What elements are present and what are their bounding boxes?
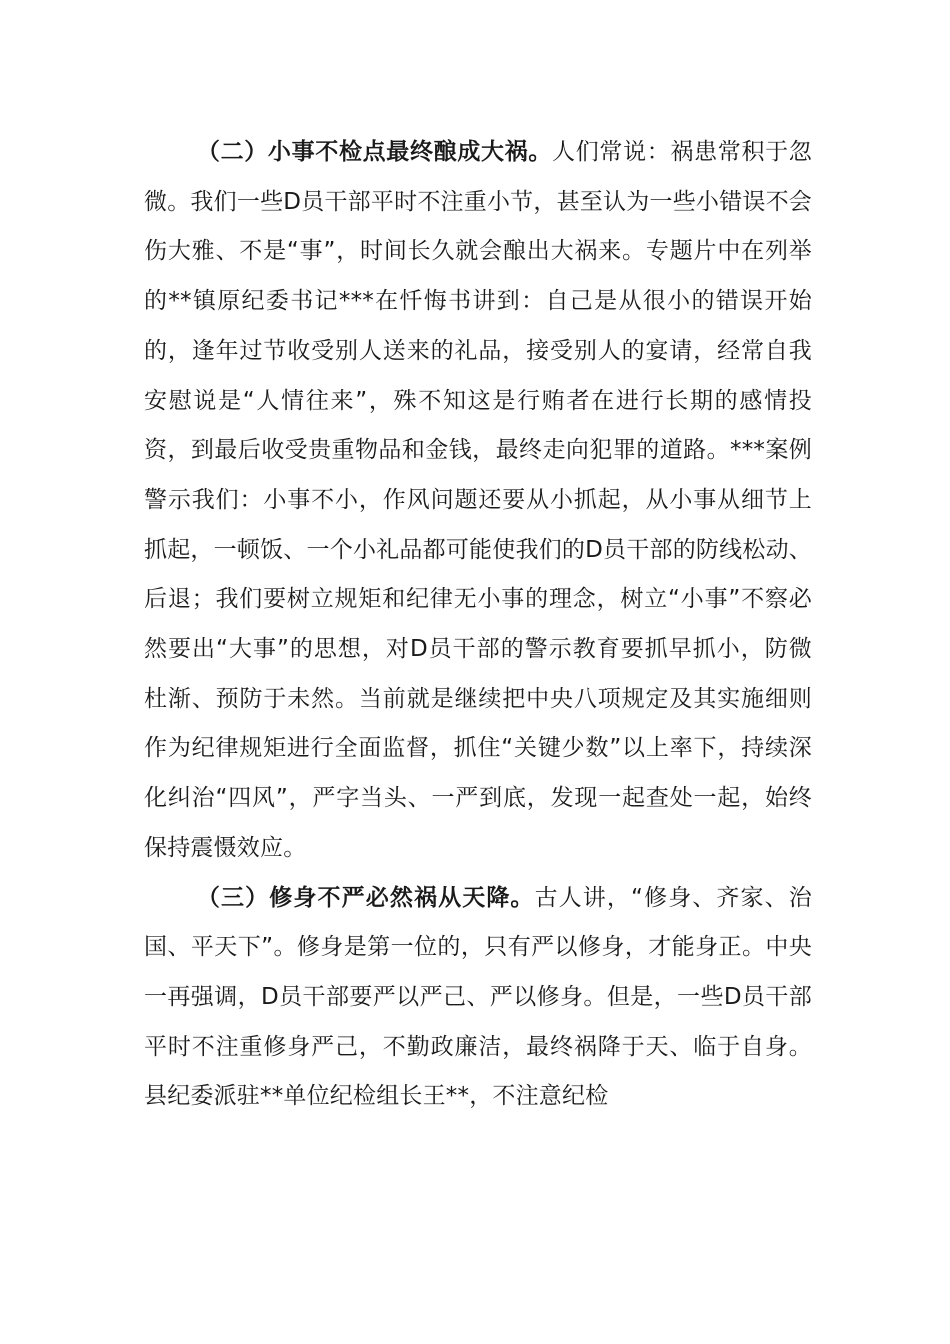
document-body: [144, 128, 812, 1122]
paragraph-text-3: 古人讲，“修身、齐家、治国、平天下”。修身是第一位的，只有严以修身，才能身正。中央一再强调，D员干部要严以严己、严以修身。但是，一些D员干部平时不注重修身严己，不勤政廉洁，最终祸降于天、临于自身。县纪委派驻**单位纪检组长王**，不注意纪检: [144, 884, 812, 1110]
paragraph-text-2: 人们常说：祸患常积于忽微。我们一些D员干部平时不注重小节，甚至认为一些小错误不会伤大雅、不是“事”，时间长久就会酿出大祸来。专题片中在列举的**镇原纪委书记***在忏悔书讲到：自己是从很小的错误开始的，逢年过节收受别人送来的礼品，接受别人的宴请，经常自我安慰说是“人情往来”，殊不知这是行贿者在进行长期的感情投资，到最后收受贵重物品和金钱，最终走向犯罪的道路。***案例警示我们：小事不小，作风问题还要从小抓起，从小事从细节上抓起，一顿饭、一个小礼品都可能使我们的D员干部的防线松动、后退；我们要树立规矩和纪律无小事的理念，树立“小事”不察必然要出“大事”的思想，对D员干部的警示教育要抓早抓小，防微杜渐、预防于未然。当前就是继续把中央八项规定及其实施细则作为纪律规矩进行全面监督，抓住“关键少数”以上率下，持续深化纠治“四风”，严字当头、一严到底，发现一起查处一起，始终保持震慑效应。: [144, 139, 813, 861]
paragraph-2: [144, 128, 812, 874]
paragraph-3: [144, 874, 812, 1123]
section-heading-3: （三）修身不严必然祸从天降。: [196, 884, 535, 911]
section-heading-2: （二）小事不检点最终酿成大祸。: [196, 139, 553, 165]
